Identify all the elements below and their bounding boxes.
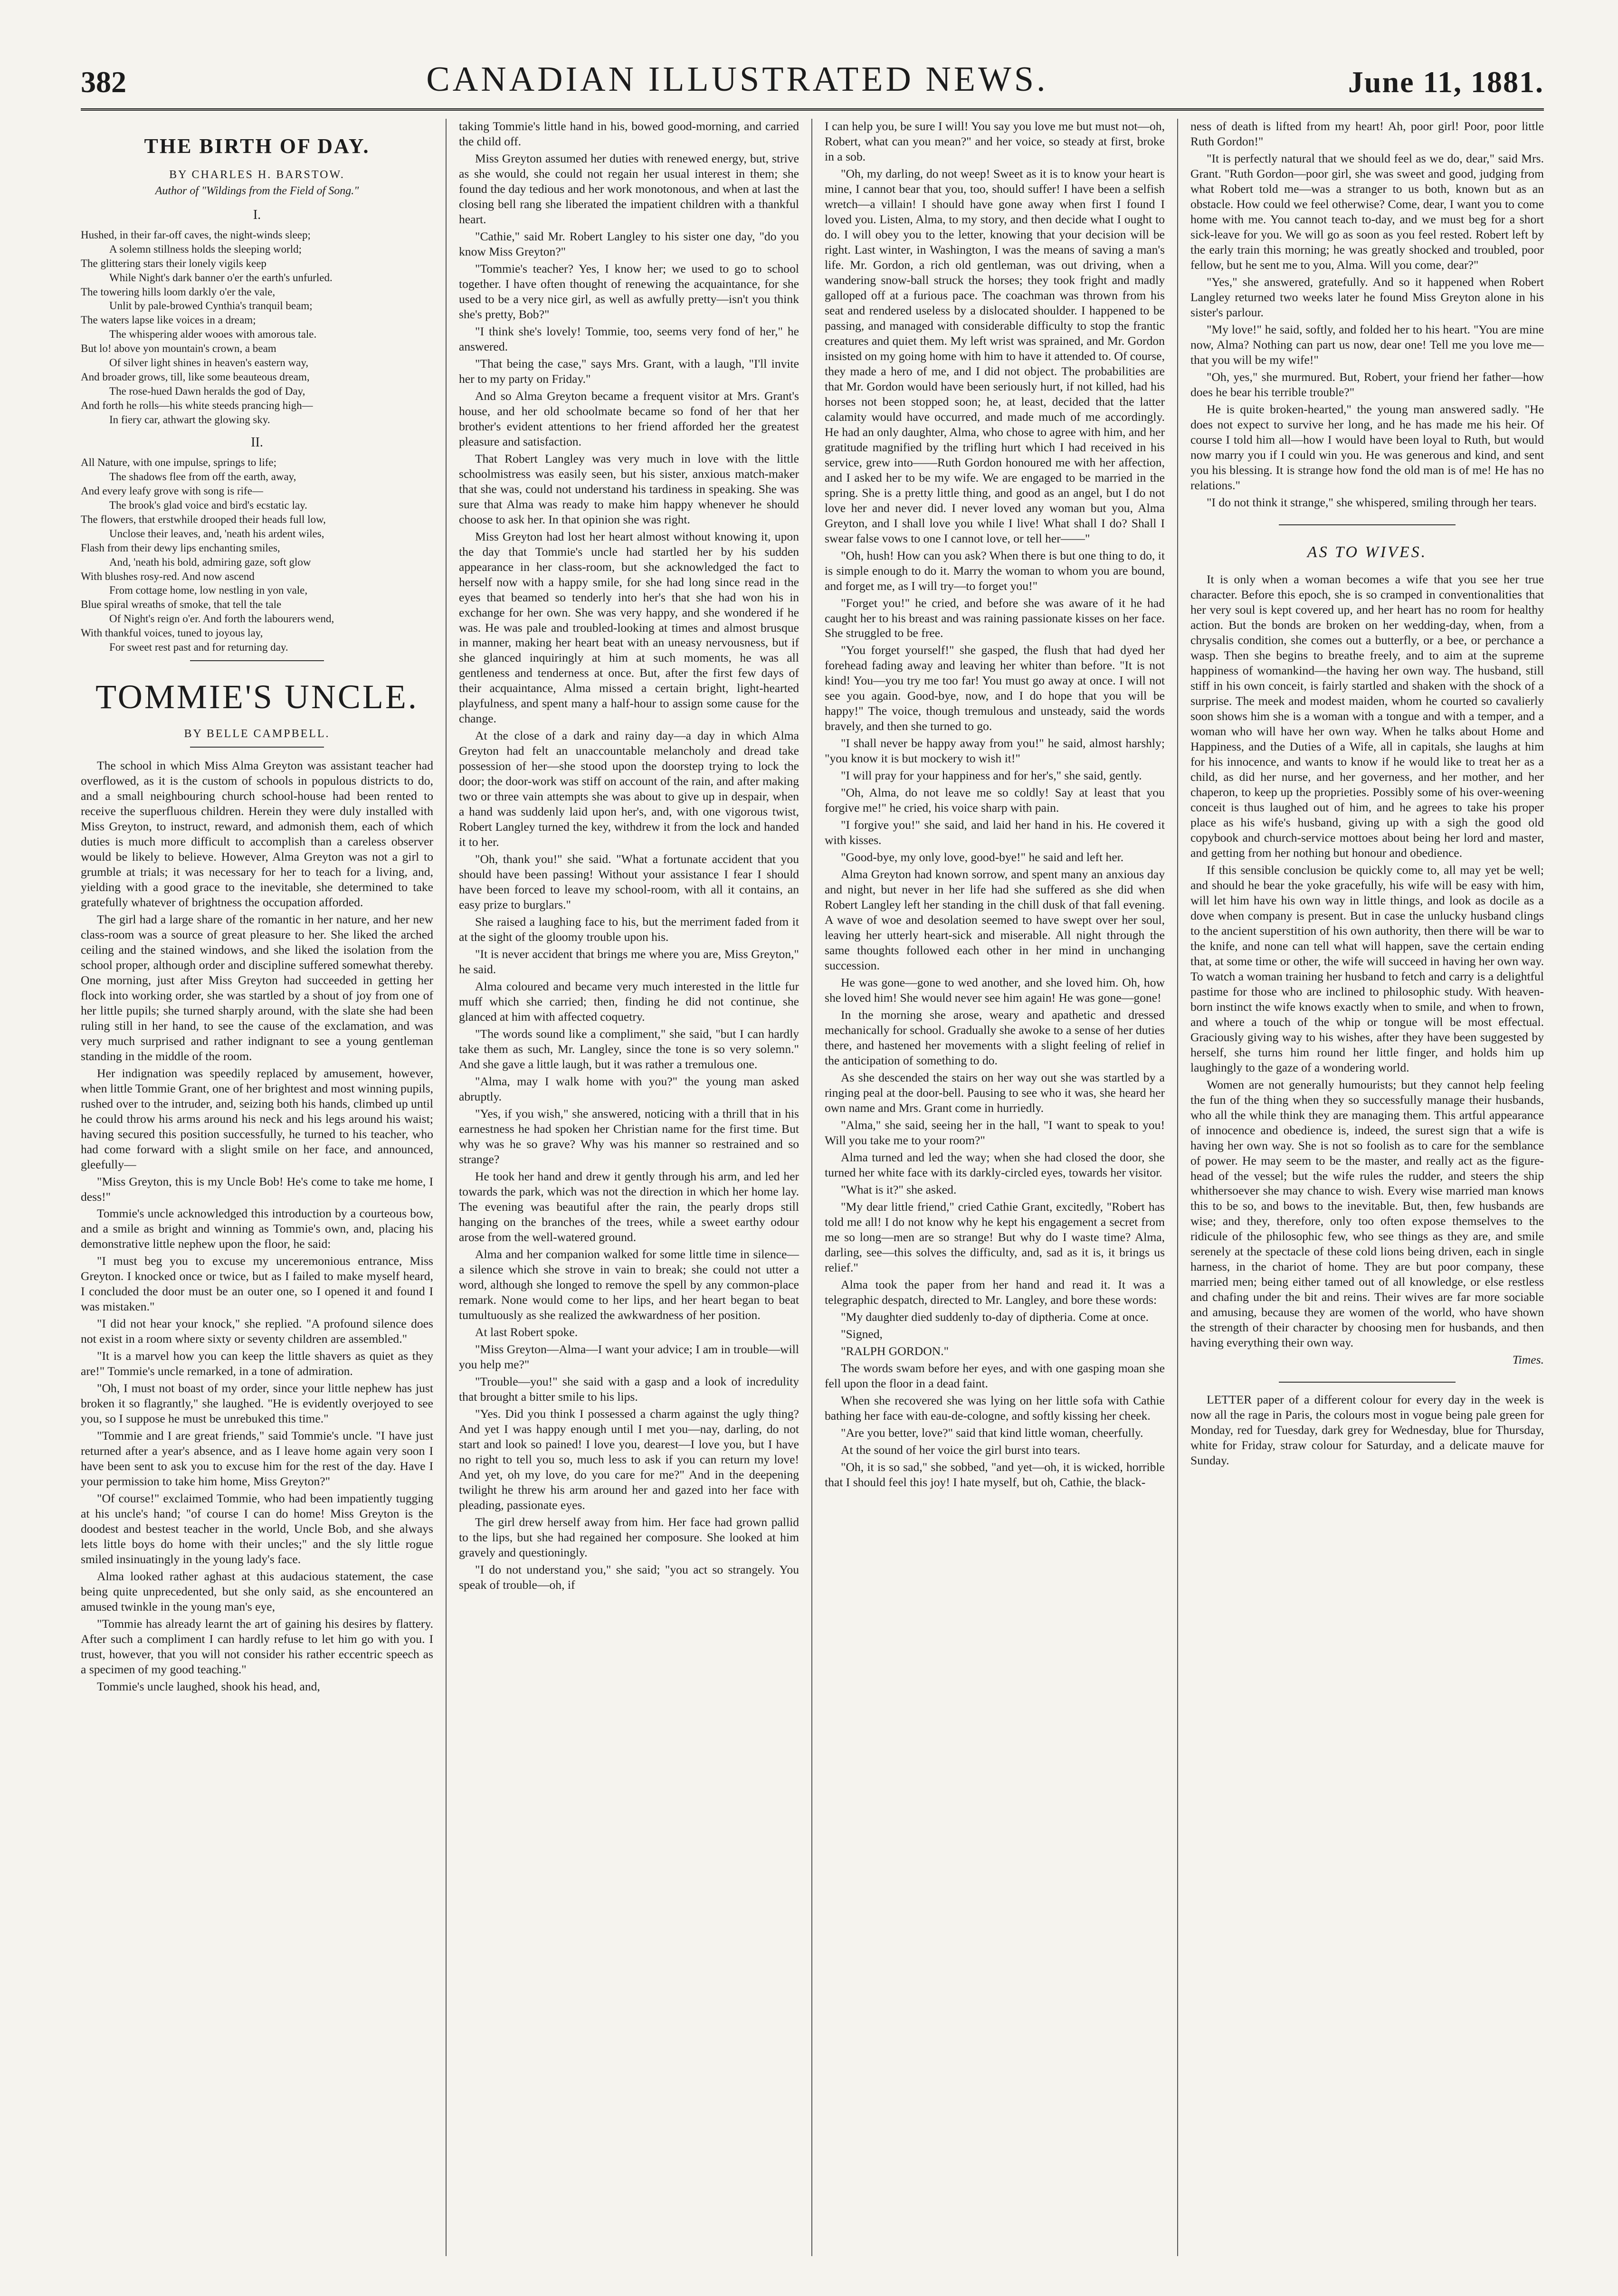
- divider: [190, 747, 324, 748]
- story-paragraph: He is quite broken-hearted," the young man answered sadly. "He does not expect to survive her long, and he has made me his heir. Of course I told him all—how I would have been loyal to Ruth, but would now marry you if I could win you. He was generous and kind, and sent you his blessing. It is strange how fond the old man is of me! He has no relations.": [1190, 402, 1544, 492]
- story-paragraph: Alma and her companion walked for some little time in silence—a silence which she strove in vain to break; she could not utter a word, although she longed to remove the spell by any common-place remark. None would come to her lips, and her heart began to beat tumultuously as she realized the awkwardness of her position.: [459, 1247, 799, 1322]
- poem-line: And every leafy grove with song is rife—: [81, 485, 263, 497]
- poem-line: The whispering alder wooes with amorous tale.: [109, 328, 317, 341]
- poem-line: But lo! above yon mountain's crown, a beam: [81, 342, 276, 355]
- story-paragraph: Alma looked rather aghast at this audacious statement, the case being quite unprecedented, but she only said, as she encountered an amused twinkle in the young man's eye,: [81, 1569, 433, 1614]
- story-paragraph: The girl had a large share of the romantic in her nature, and her new class-room was a source of great pleasure to her. She liked the arched ceiling and the stained windows, and she liked the isolation from the school proper, although order and discipline suffered somewhat thereby. One morning, just after Miss Greyton had succeeded in getting her flock into working order, she was startled by a shout of joy from one of her little pupils; she turned sharply around, with the slate she had been ruling still in her hand, to see the cause of the exclamation, and was very much surprised and rather indignant to see a young gentleman standing in the middle of the room.: [81, 912, 433, 1063]
- story-paragraph: As she descended the stairs on her way out she was startled by a ringing peal at the door-bell. Pausing to see who it was, she heard her own name and Mrs. Grant come in hurriedly.: [825, 1071, 1165, 1115]
- story-paragraph: "What is it?" she asked.: [841, 1182, 957, 1196]
- story-paragraph: "I forgive you!" she said, and laid her hand in his. He covered it with kisses.: [825, 818, 1165, 847]
- poem-line: The flowers, that erstwhile drooped their heads full low,: [81, 513, 326, 526]
- poem-line: And, 'neath his bold, admiring gaze, soft glow: [109, 556, 311, 568]
- column-2: [447, 119, 812, 2256]
- story-paragraph: "Are you better, love?" said that kind little woman, cheerfully.: [841, 1425, 1143, 1440]
- poem-part-number: II.: [251, 435, 263, 450]
- poem-line: Flash from their dewy lips enchanting smiles,: [81, 541, 280, 554]
- story-paragraph: "I think she's lovely! Tommie, too, seems very fond of her," he answered.: [459, 324, 799, 353]
- essay-source: Times.: [1512, 1353, 1544, 1367]
- story-paragraph: "My daughter died suddenly to-day of diptheria. Come at once.: [841, 1309, 1149, 1324]
- poem-line: And forth he rolls—his white steeds prancing high—: [81, 399, 313, 411]
- poem-line: The rose-hued Dawn heralds the god of Day,: [109, 385, 305, 397]
- story-paragraph: "RALPH GORDON.": [841, 1344, 949, 1358]
- column-1: [81, 119, 447, 2256]
- story-paragraph: "That being the case," says Mrs. Grant, with a laugh, "I'll invite her to my party on Friday.": [459, 356, 799, 386]
- story-paragraph: Her indignation was speedily replaced by amusement, however, when little Tommie Grant, one of her brightest and most winning pupils, rushed over to the intruder, and, seizing both his hands, climbed up until he could throw his arms around his neck and his legs around his waist; having secured this position successfully, he turned to his teacher, who had come forward with a slight smile on her face, and announced, gleefully—: [81, 1066, 433, 1171]
- story-paragraph: He was gone—gone to wed another, and she loved him. Oh, how she loved him! She would never see him again! He was gone—gone!: [825, 976, 1165, 1005]
- poem-line: While Night's dark banner o'er the earth's unfurled.: [109, 271, 333, 284]
- story-paragraph: "Alma, may I walk home with you?" the young man asked abruptly.: [459, 1074, 799, 1104]
- essay-paragraph: If this sensible conclusion be quickly come to, all may yet be well; and should he bear the yoke gracefully, his wife will be easy with him, will let him have his own way in little things, and look as docile as a dove when company is present. But in case the unlucky husband clings to the ancient superstition of his own authority, then there will be war to the knife, and none can tell what will happen, save the certain ending that, at some time or other, the wife will succeed in having her own way. To watch a woman training her husband to fetch and carry is a delightful pastime for those who are inclined to philosophic study. With heaven-born instinct the wife knows exactly when to smile, and when to frown, and where a touch of the whip or tongue will be most effectual. Graciously giving way to his wishes, after they have been suggested by herself, she turns him round her little finger, and holds him up laughingly to the gaze of a wondering world.: [1190, 863, 1544, 1074]
- story-paragraph: "Of course!" exclaimed Tommie, who had been impatiently tugging at his uncle's hand; "of course I can do home! Miss Greyton is the doodest and bestest teacher in the world, Uncle Bob, and she always lets little boys do home with their uncles;" and the sly little rogue smiled insinuatingly in the young lady's face.: [81, 1491, 433, 1566]
- story-paragraph: "Signed,: [841, 1327, 883, 1341]
- newspaper-title: CANADIAN ILLUSTRATED NEWS.: [426, 60, 1048, 99]
- poem-part-number: I.: [253, 208, 261, 222]
- article-columns: [81, 119, 1544, 2266]
- poem-line: Of Night's reign o'er. And forth the labourers wend,: [109, 613, 334, 625]
- story-paragraph: He took her hand and drew it gently through his arm, and led her towards the park, which was not the direction in which her home lay. The evening was beautiful after the rain, the pearly drops still hanging on the branches of the trees, while a sweet earthy odour arose from the well-watered ground.: [459, 1169, 799, 1244]
- story-paragraph: "Tommie has already learnt the art of gaining his desires by flattery. After such a compliment I can hardly refuse to let him go with you. I trust, however, that you will not consider his rather eccentric speech as a specimen of my good teaching.": [81, 1617, 433, 1677]
- story-paragraph: The girl drew herself away from him. Her face had grown pallid to the lips, but she had regained her composure. She looked at him gravely and questioningly.: [459, 1515, 799, 1559]
- poem-line: And broader grows, till, like some beauteous dream,: [81, 370, 310, 383]
- story-paragraph: Alma Greyton had known sorrow, and spent many an anxious day and night, but never in her life had she suffered as she did when Robert Langley left her standing in the chill dusk of that fall evening. A wave of woe and desolation seemed to have swept over her soul, leaving her utterly heart-sick and miserable. All night through the same thoughts followed each other in her mind in unchanging succession.: [825, 867, 1165, 973]
- poem-line: The towering hills loom darkly o'er the vale,: [81, 285, 276, 298]
- story-paragraph: "Cathie," said Mr. Robert Langley to his sister one day, "do you know Miss Greyton?": [459, 229, 799, 258]
- story-paragraph: That Robert Langley was very much in love with the little schoolmistress was easily seen, but his sister, anxious match-maker that she was, could not understand his tardiness in speaking. She was sure that Alma was ready to make him happy whenever he should choose to ask her. In that opinion she was right.: [459, 451, 799, 526]
- poem-line: With blushes rosy-red. And now ascend: [81, 570, 255, 582]
- poem-byline: BY CHARLES H. BARSTOW.: [169, 169, 345, 181]
- poem-line: Unclose their leaves, and, 'neath his ardent wiles,: [109, 527, 324, 540]
- story-paragraph: At the close of a dark and rainy day—a day in which Alma Greyton had felt an unaccountable melancholy and dread take possession of her—she stood upon the doorstep trying to lock the door; the door-work was stiff on account of the rain, and after making two or three vain attempts she was about to give up in despair, when a hand was suddenly laid upon her's, and, with one vigorous twist, Robert Langley turned the key, withdrew it from the lock and handed it to her.: [459, 729, 799, 849]
- story-paragraph: "Tommie's teacher? Yes, I know her; we used to go to school together. I have often thought of renewing the acquaintance, for she used to be a very nice girl, as well as awfully pretty—isn't you think she's pretty, Bob?": [459, 261, 799, 321]
- essay-paragraph: Women are not generally humourists; but they cannot help feeling the fun of the thing when they so successfully manage their husbands, who all the while think they are managing them. This artful appearance of innocence and obedience is, indeed, the surest sign that a wife is having her own way. She is not so foolish as to care for the semblance of power. He may seem to be the master, and really act as the figure-head of the vessel; but the wife rules the rudder, and steers the ship whithersoever she may chance to wish. Every wise married man knows this to be so, and bows to the inevitable. But, then, few husbands are wise; and they, therefore, only too often expose themselves to the ridicule of the philosophic few, who see things as they are, and smile serenely at the spectacle of these cold lions being driven, each in single harness, in the chariot of home. They are but poor company, these married men; being either tamed out of all knowledge, or else restless and chafing under the bit and reins. Their wives are far more sociable and amusing, because they are women of the world, who have shown the strength of their character by choosing men for husbands, and then having everything their own way.: [1190, 1077, 1544, 1350]
- issue-date: June 11, 1881.: [1348, 65, 1544, 99]
- poem-line: Hushed, in their far-off caves, the night-winds sleep;: [81, 229, 311, 241]
- divider: [1279, 524, 1456, 525]
- story-paragraph: Miss Greyton assumed her duties with renewed energy, but, strive as she would, she could not regain her usual interest in them; she found the day tedious and her work monotonous, and when at last the closing bell rang she liberated the impatient children with a thankful heart.: [459, 151, 799, 226]
- story-paragraph: "I will pray for your happiness and for her's," she said, gently.: [841, 768, 1142, 783]
- story-paragraph: "I shall never be happy away from you!" he said, almost harshly; "you know it is but mockery to wish it!": [825, 736, 1165, 766]
- page-header: [81, 57, 1544, 111]
- poem-line: In fiery car, athwart the glowing sky.: [109, 413, 270, 426]
- story-paragraph: "Oh, my darling, do not weep! Sweet as it is to know your heart is mine, I cannot bear that you, too, should suffer! I have been a selfish wretch—a villain! I should have gone away when first I found I loved you. Listen, Alma, to my story, and then decide what I ought to do. I will obey you to the letter, knowing that your decision will be right. Last winter, in Washington, I was the means of saving a man's life. Mr. Gordon, a rich old gentleman, was out driving, when a wandering snow-ball struck the horses; they took fright and madly galloped off at a furious pace. The coachman was thrown from his seat and rendered useless by a dislocated shoulder. I happened to be passing, and managed with considerable difficulty to stop the frantic creatures and quiet them. My left wrist was sprained, and Mr. Gordon insisted on my going home with him to have it attended to. Of course, they made a hero of me, and I did not object. The probabilities are that Mr. Gordon would have been seriously hurt, if not killed, had his horses not been stopped soon; he, at least, decided that the latter calamity would have occurred, and made much of me accordingly. He had an only daughter, Alma, who chose to agree with him, and her gratitude magnified by the trifling hurt which I had received in his service, grew into——Ruth Gordon honoured me with her affection, and I asked her to be my wife. We are engaged to be married in the spring. She is a pretty little thing, and good as an angel, but I do not love her and never did. I never loved any woman but you, Alma Greyton, and I shall love you while I live! What shall I do? Shall I swear false vows to one I cannot love, or tell her——": [825, 166, 1165, 545]
- story-paragraph: Miss Greyton had lost her heart almost without knowing it, upon the day that Tommie's uncle had startled her by his sudden appearance in her class-room, but she acknowledged the fact to herself now with a happy smile, for she had long since read in the eyes that beamed so tenderly into her's that she had won his in exchange for her own. She was very happy, and she wondered if he was. He was pale and troubled-looking at times and almost brusque in manner, making her heart beat with an uneasy nervousness, but if she glanced inquiringly at him at such moments, he was all gentleness and tenderness at once. But, after the first few days of their acquaintance, Alma missed a certain bright, light-hearted playfulness, and spent many a half-hour to assign some cause for the change.: [459, 529, 799, 726]
- story-paragraph: "Alma," she said, seeing her in the hall, "I want to speak to you! Will you take me to your room?": [825, 1118, 1165, 1147]
- divider: [1279, 1382, 1456, 1383]
- story-paragraph: "My love!" he said, softly, and folded her to his heart. "You are mine now, Alma? Nothing can part us now, dear one! Tell me you love me—that you will be my wife!": [1190, 322, 1544, 367]
- column-4: [1178, 119, 1544, 2256]
- divider: [190, 660, 324, 661]
- poem-line: A solemn stillness holds the sleeping world;: [109, 243, 302, 255]
- essay-title: AS TO WIVES.: [1307, 543, 1428, 561]
- story-paragraph: "Oh, Alma, do not leave me so coldly! Say at least that you forgive me!" he cried, his voice sharp with pain.: [825, 786, 1165, 815]
- poem-title: THE BIRTH OF DAY.: [144, 134, 370, 158]
- story-paragraph: The school in which Miss Alma Greyton was assistant teacher had overflowed, as it is the custom of schools in populous districts to do, and a small neighbouring church school-house had been rented to receive the superfluous children. Herein they were duly installed with Miss Greyton, to instruct, reward, and admonish them, each of which duties is much more difficult to accomplish than a careless observer would be likely to believe. However, Alma Greyton was not a girl to grumble at trials; it was necessary for her to teach for a living, and, yielding with a good grace to the inevitable, she determined to take gratefully whatever of brightness the occupation afforded.: [81, 758, 433, 909]
- story-paragraph: Alma took the paper from her hand and read it. It was a telegraphic despatch, directed to Mr. Langley, and bore these words:: [825, 1277, 1165, 1307]
- story-paragraph: "Miss Greyton—Alma—I want your advice; I am in trouble—will you help me?": [459, 1342, 799, 1371]
- poem-line: Unlit by pale-browed Cynthia's tranquil beam;: [109, 300, 313, 312]
- story-paragraph: "Oh, hush! How can you ask? When there is but one thing to do, it is simple enough to do it. Marry the woman to whom you are bound, and forget me, as I will try—to forget you!": [825, 548, 1165, 593]
- story-paragraph: "Oh, it is so sad," she sobbed, "and yet—oh, it is wicked, horrible that I should feel this joy! I hate myself, but oh, Cathie, the black-: [825, 1460, 1165, 1489]
- story-paragraph: "My dear little friend," cried Cathie Grant, excitedly, "Robert has told me all! I do not know why he kept his engagement a secret from me so long—men are so strange! But why do I waste time? Alma, darling, see—this solves the difficulty, and, sad as it is, it brings us relief.": [825, 1199, 1165, 1274]
- story-paragraph: "Oh, thank you!" she said. "What a fortunate accident that you should have been passing! Without your assistance I fear I should have been forced to leave my school-room, with all it contains, an easy prize to burglars.": [459, 852, 799, 912]
- poem-line: The brook's glad voice and bird's ecstatic lay.: [109, 499, 307, 512]
- story-paragraph: Alma coloured and became very much interested in the little fur muff which she carried; then, finding he did not continue, she glanced at him with affected coquetry.: [459, 979, 799, 1024]
- story-paragraph: She raised a laughing face to his, but the merriment faded from it at the sight of the gloomy trouble upon his.: [459, 915, 799, 944]
- story-paragraph: "Good-bye, my only love, good-bye!" he said and left her.: [841, 850, 1124, 864]
- essay-text: [1190, 572, 1544, 1350]
- letter-paper-note: LETTER paper of a different colour for every day in the week is now all the rage in Paris, the colours most in vogue being pale green for Monday, red for Tuesday, dark grey for Wednesday, blue for Thursday, white for Friday, straw colour for Saturday, and a delicate mauve for Sunday.: [1190, 1393, 1544, 1468]
- story-paragraph: "The words sound like a compliment," she said, "but I can hardly take them as such, Mr. Langley, since the tone is so very solemn." And she gave a little laugh, but it was rather a tremulous one.: [459, 1027, 799, 1072]
- poem-line: All Nature, with one impulse, springs to life;: [81, 456, 277, 469]
- story-paragraph: The words swam before her eyes, and with one gasping moan she fell upon the floor in a dead faint.: [825, 1361, 1165, 1390]
- story-paragraph: ness of death is lifted from my heart! Ah, poor girl! Poor, poor little Ruth Gordon!": [1190, 119, 1544, 148]
- poem-line: Blue spiral wreaths of smoke, that tell the tale: [81, 598, 282, 611]
- story-title: TOMMIE'S UNCLE.: [95, 677, 419, 716]
- story-paragraph: I can help you, be sure I will! You say you love me but must not—oh, Robert, what can you mean?" and her voice, so steady at first, broke in a sob.: [825, 119, 1165, 163]
- story-paragraph: "Yes," she answered, gratefully. And so it happened when Robert Langley returned two weeks later he found Miss Greyton alone in his sister's parlour.: [1190, 275, 1544, 319]
- column-3: [812, 119, 1178, 2256]
- story-paragraph: "Oh, yes," she murmured. But, Robert, your friend her father—how does he bear his terrible trouble?": [1190, 370, 1544, 399]
- story-paragraph: "Yes, if you wish," she answered, noticing with a thrill that in his earnestness he had spoken her Christian name for the first time. But why was he so grave? Why was his manner so restrained and so strange?: [459, 1107, 799, 1166]
- story-paragraph: Alma turned and led the way; when she had closed the door, she turned her white face with its darkly-circled eyes, towards her visitor.: [825, 1150, 1165, 1179]
- story-paragraph: Tommie's uncle acknowledged this introduction by a courteous bow, and a smile as bright and winning as Tommie's own, and, placing his demonstrative little nephew upon the floor, he said:: [81, 1206, 433, 1251]
- story-text-col4: [1190, 119, 1544, 510]
- story-paragraph: "I do not think it strange," she whispered, smiling through her tears.: [1207, 495, 1537, 509]
- story-paragraph: In the morning she arose, weary and apathetic and dressed mechanically for school. Gradually she awoke to a sense of her duties there, and hastened her movements with a slight feeling of relief in the anticipation of something to do.: [825, 1008, 1165, 1068]
- poem-part-2: [81, 455, 433, 654]
- story-text-col3: [825, 119, 1165, 1490]
- story-text-col1: [81, 758, 433, 1694]
- story-paragraph: "Miss Greyton, this is my Uncle Bob! He's come to take me home, I dess!": [81, 1174, 433, 1204]
- essay-paragraph: It is only when a woman becomes a wife that you see her true character. Before this epoch, she is so cramped in conventionalities that her very soul is kept covered up, and her heart has no room for healthy action. But the bonds are broken on her wedding-day, when, from a chrysalis condition, she comes out a butterfly, or a bee, or perchance a wasp. Then she begins to breathe freely, and to aim at the supreme happiness of womankind—the having her own way. The husband, still stiff in his own conceit, is fairly startled and shaken with the shock of a surprise. The meek and modest maiden, whom he courted so cavalierly soon shows him she is a woman with a tongue and with a temper, and a woman who will have her own way. When he talks about Home and Happiness, and the Duties of a Wife, all in capitals, she laughs at him for his innocence, and wants to know if he would like to treat her as a child, as did her nurse, and her governess, and her mother, and her chaperon, to keep up the proprieties. Possibly some of his over-weening conceit is thus laughed out of him, and he agrees to take his proper place as his wife's husband, giving up with a sigh the good old copybook and church-service mottoes about being her lord and master, and getting from her nothing but honour and obedience.: [1190, 572, 1544, 860]
- story-paragraph: "Oh, I must not boast of my order, since your little nephew has just broken it so flagrantly," she laughed. "He is evidently overjoyed to see you, so I suppose he must be unrebuked this time.": [81, 1381, 433, 1426]
- story-paragraph: "I do not understand you," she said; "you act so strangely. You speak of trouble—oh, if: [459, 1562, 799, 1592]
- story-paragraph: "I must beg you to excuse my unceremonious entrance, Miss Greyton. I knocked once or twice, but as I failed to make myself heard, I concluded the door must be an outer one, so I opened it and found I was mistaken.": [81, 1254, 433, 1314]
- story-paragraph: "It is perfectly natural that we should feel as we do, dear," said Mrs. Grant. "Ruth Gordon—poor girl, she was sweet and good, judging from what Robert told me—was a stranger to us both, known but as an obstacle. How could we feel otherwise? Come, dear, I want you to come home with me. You cannot teach to-day, and we must beg for a short sick-leave for you. We will go as soon as you feel rested. Robert left by the early train this morning; he was greatly shocked and troubled, poor fellow, but he sent me to you, Alma. Will you come, dear?": [1190, 151, 1544, 272]
- page-number: 382: [81, 65, 126, 99]
- story-paragraph: "Tommie and I are great friends," said Tommie's uncle. "I have just returned after a year's absence, and as I leave home again very soon I have been sent to ask you to excuse him for the rest of the day. Have I your permission to take him home, Miss Greyton?": [81, 1429, 433, 1489]
- poem-author-note: Author of "Wildings from the Field of Song.": [155, 185, 359, 197]
- story-paragraph: "You forget yourself!" she gasped, the flush that had dyed her forehead fading away and leaving her whiter than before. "It is not kind! You—you try me too far! You must go away at once. I will not see you again. Good-bye, now, and I do hope that you will be happy!" The voice, though tremulous and unsteady, said the words bravely, and then she turned to go.: [825, 643, 1165, 733]
- story-paragraph: When she recovered she was lying on her little sofa with Cathie bathing her face with eau-de-cologne, and softly kissing her cheek.: [825, 1393, 1165, 1423]
- story-paragraph: "It is never accident that brings me where you are, Miss Greyton," he said.: [459, 947, 799, 977]
- poem-part-1: [81, 228, 433, 427]
- story-paragraph: At the sound of her voice the girl burst into tears.: [841, 1442, 1080, 1457]
- story-paragraph: "It is a marvel how you can keep the little shavers as quiet as they are!" Tommie's uncle remarked, in a tone of admiration.: [81, 1349, 433, 1378]
- poem-line: For sweet rest past and for returning day.: [109, 641, 288, 654]
- story-byline: BY BELLE CAMPBELL.: [184, 727, 330, 740]
- poem-line: With thankful voices, tuned to joyous lay,: [81, 627, 263, 639]
- story-text-col2: [459, 119, 799, 1593]
- poem-line: Of silver light shines in heaven's eastern way,: [109, 357, 309, 369]
- story-paragraph: At last Robert spoke.: [475, 1325, 578, 1339]
- poem-line: The waters lapse like voices in a dream;: [81, 314, 256, 326]
- story-paragraph: "Trouble—you!" she said with a gasp and a look of incredulity that brought a bitter smile to his lips.: [459, 1374, 799, 1404]
- story-paragraph: Tommie's uncle laughed, shook his head, and,: [97, 1679, 320, 1694]
- story-paragraph: "Forget you!" he cried, and before she was aware of it he had caught her to his breast and was raining passionate kisses on her face. She struggled to be free.: [825, 596, 1165, 640]
- poem-line: From cottage home, low nestling in yon vale,: [109, 584, 308, 597]
- story-paragraph: And so Alma Greyton became a frequent visitor at Mrs. Grant's house, and her old schoolmate became so fond of her that her brother's evident attentions to her friend afforded her the greatest pleasure and satisfaction.: [459, 389, 799, 448]
- story-paragraph: "I did not hear your knock," she replied. "A profound silence does not exist in a room where sixty or seventy children are assembled.": [81, 1317, 433, 1346]
- story-paragraph: taking Tommie's little hand in his, bowed good-morning, and carried the child off.: [459, 119, 799, 148]
- poem-line: The shadows flee from off the earth, away,: [109, 471, 296, 483]
- poem-line: The glittering stars their lonely vigils keep: [81, 257, 266, 269]
- story-paragraph: "Yes. Did you think I possessed a charm against the ugly thing? And yet I was happy enough until I met you—nay, darling, do not start and look so pained! I love you, dearest—I love you, but I have no right to tell you so, much less to ask if you can return my love! And yet, oh my love, do you care for me?" And in the deepening twilight he threw his arm around her and gazed into her face with pleading, passionate eyes.: [459, 1406, 799, 1512]
